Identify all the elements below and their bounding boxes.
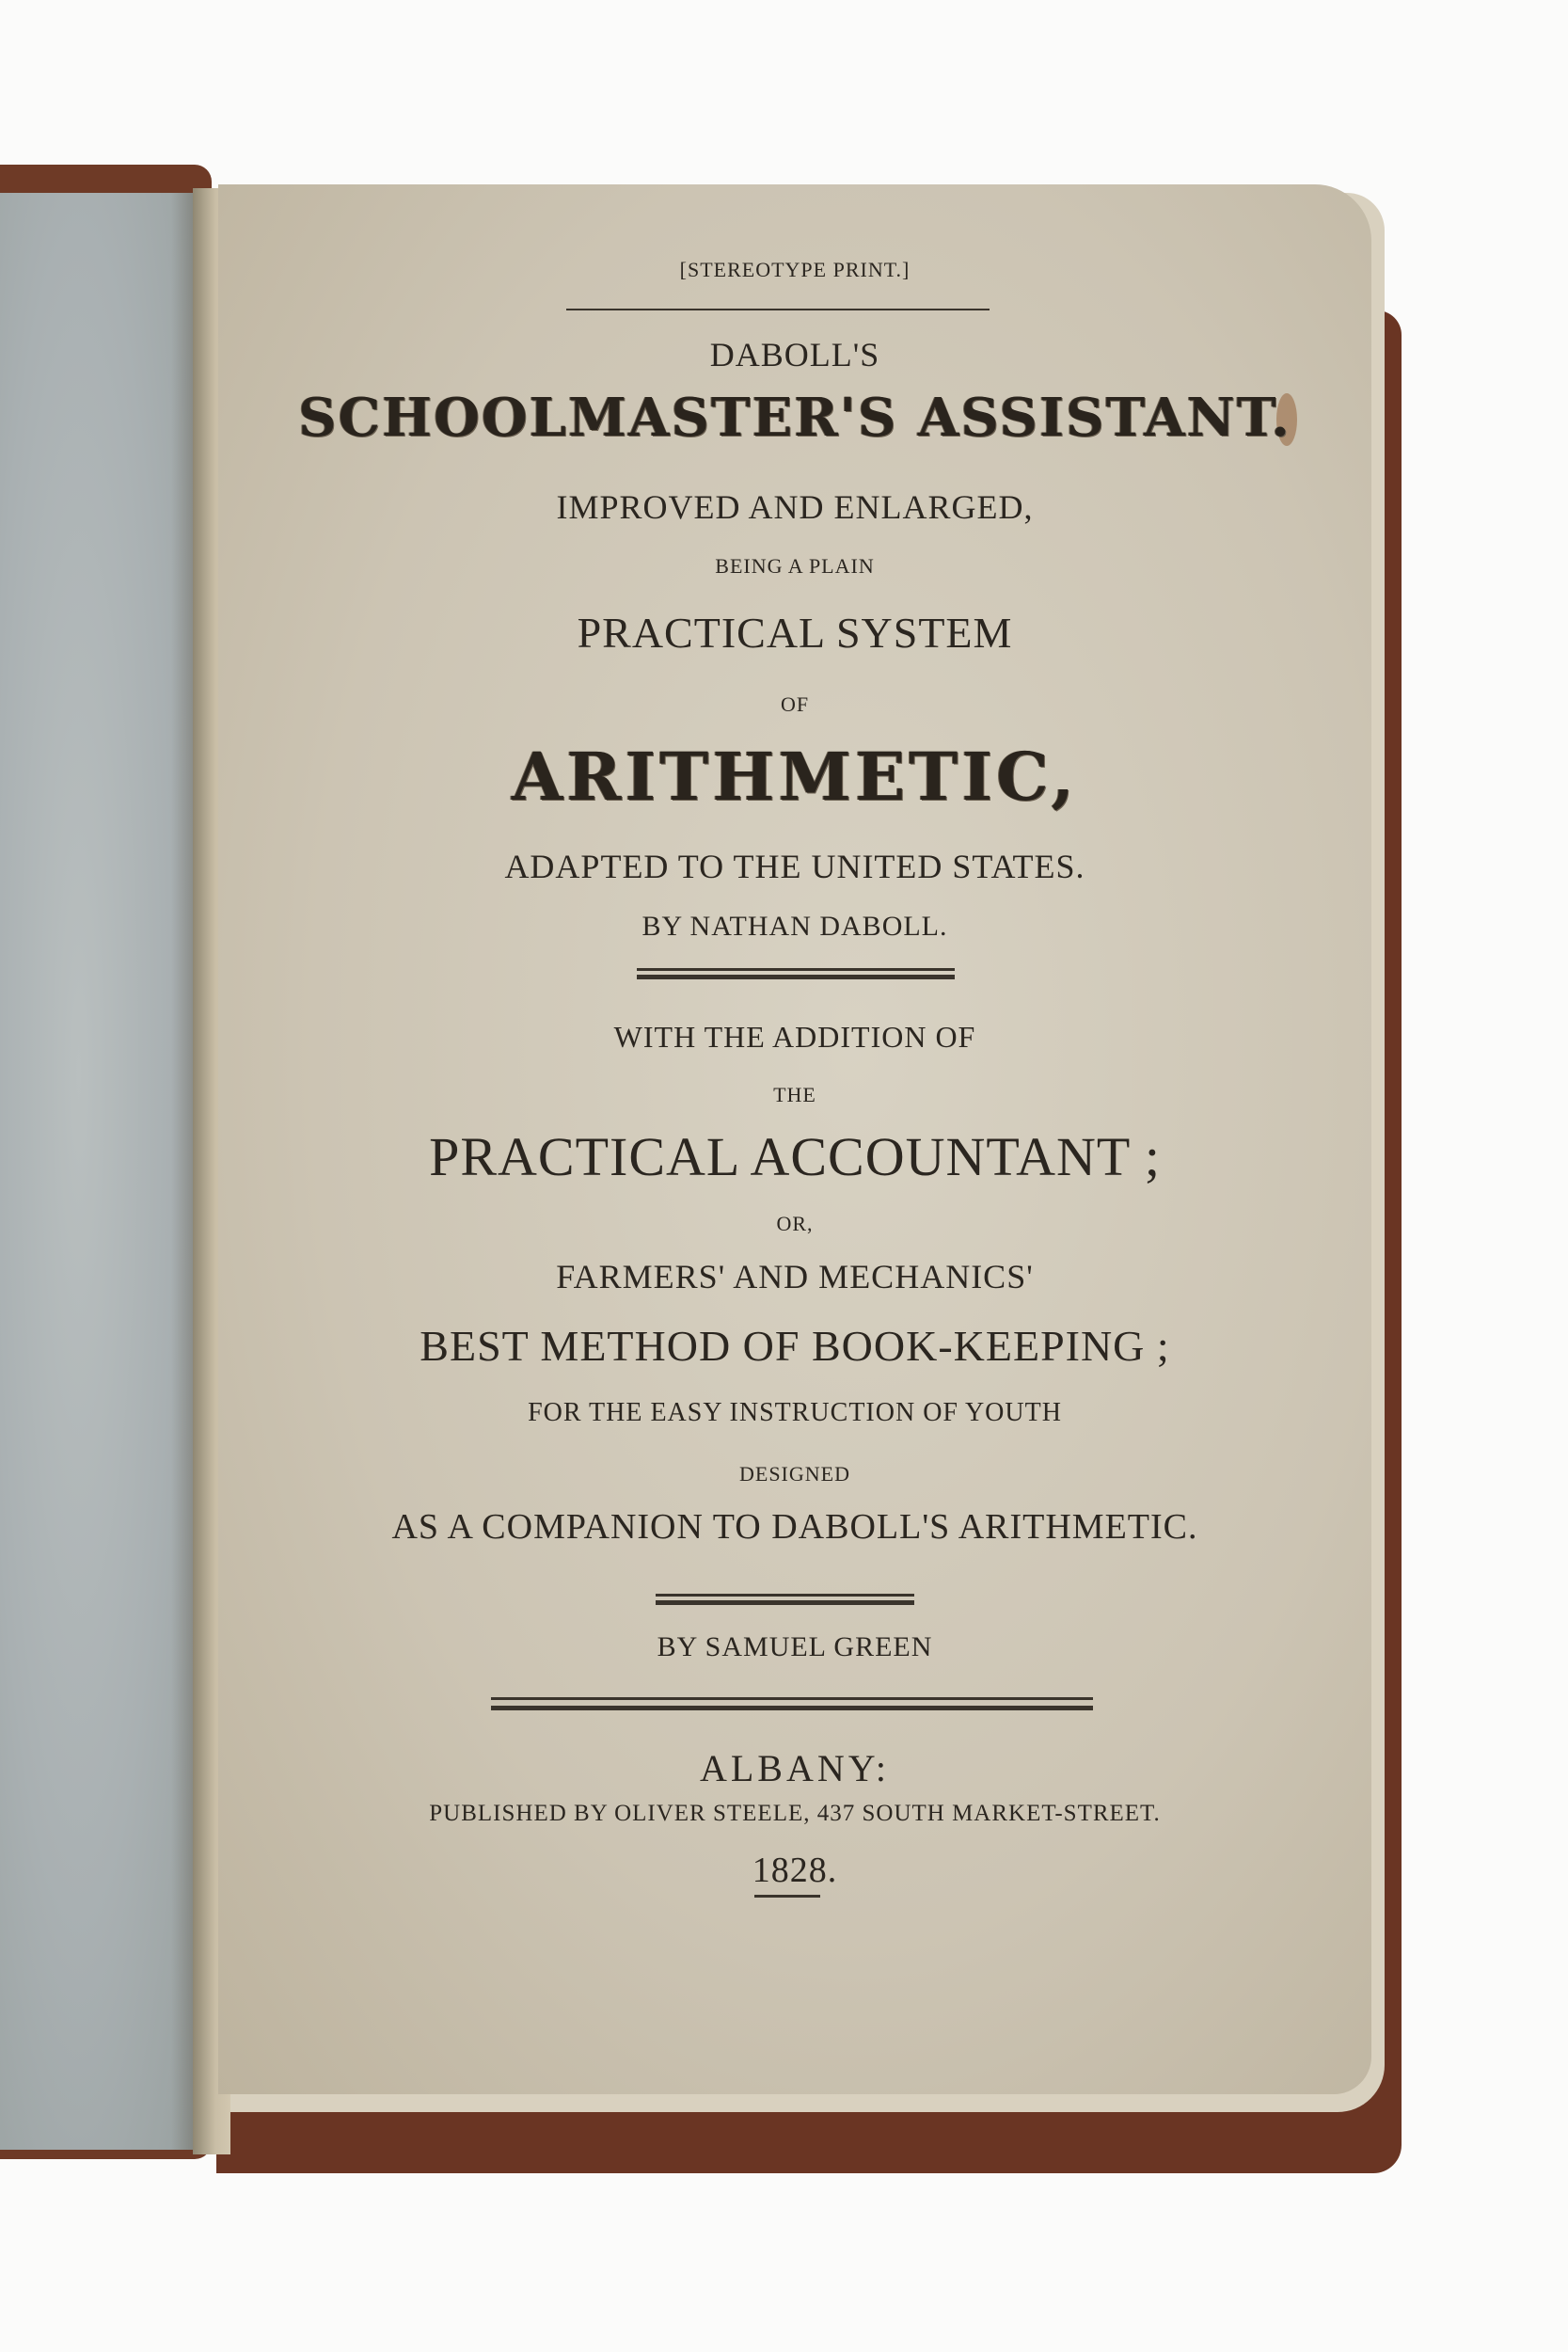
by-author: BY NATHAN DABOLL.	[641, 911, 948, 942]
rule-2	[656, 1594, 914, 1605]
publisher-line: PUBLISHED BY OLIVER STEELE, 437 SOUTH MARKET-STREET.	[429, 1801, 1161, 1826]
arithmetic-title: ARITHMETIC,	[512, 738, 1078, 816]
designed-line: DESIGNED	[739, 1462, 850, 1486]
book-keeping-line: BEST METHOD OF BOOK-KEEPING ;	[420, 1322, 1170, 1370]
title-page	[218, 184, 1371, 2094]
author-possessive: DABOLL'S	[709, 336, 880, 373]
of-line: OF	[780, 692, 810, 716]
year-underline	[754, 1895, 820, 1898]
instruction-line: FOR THE EASY INSTRUCTION OF YOUTH	[528, 1398, 1062, 1427]
with-addition: WITH THE ADDITION OF	[613, 1020, 976, 1054]
left-endpaper	[0, 193, 200, 2150]
companion-line: AS A COMPANION TO DABOLL'S ARITHMETIC.	[391, 1507, 1198, 1547]
or-line: OR,	[776, 1212, 814, 1235]
the-line: THE	[773, 1083, 816, 1106]
by-green: BY SAMUEL GREEN	[657, 1631, 933, 1662]
rule-3	[491, 1697, 1093, 1710]
city-line: ALBANY:	[699, 1747, 891, 1789]
main-title: SCHOOLMASTER'S ASSISTANT.	[298, 387, 1291, 449]
improved-line: IMPROVED AND ENLARGED,	[556, 488, 1034, 526]
farmers-line: FARMERS' AND MECHANICS'	[556, 1258, 1034, 1295]
stereotype-note: [STEREOTYPE PRINT.]	[679, 258, 911, 281]
top-rule	[566, 309, 990, 310]
being-line: BEING A PLAIN	[715, 554, 875, 578]
practical-system: PRACTICAL SYSTEM	[577, 609, 1013, 657]
adapted-line: ADAPTED TO THE UNITED STATES.	[504, 848, 1085, 885]
rule-1	[637, 968, 955, 979]
practical-accountant: PRACTICAL ACCOUNTANT ;	[429, 1126, 1161, 1187]
year-line: 1828.	[752, 1851, 838, 1890]
